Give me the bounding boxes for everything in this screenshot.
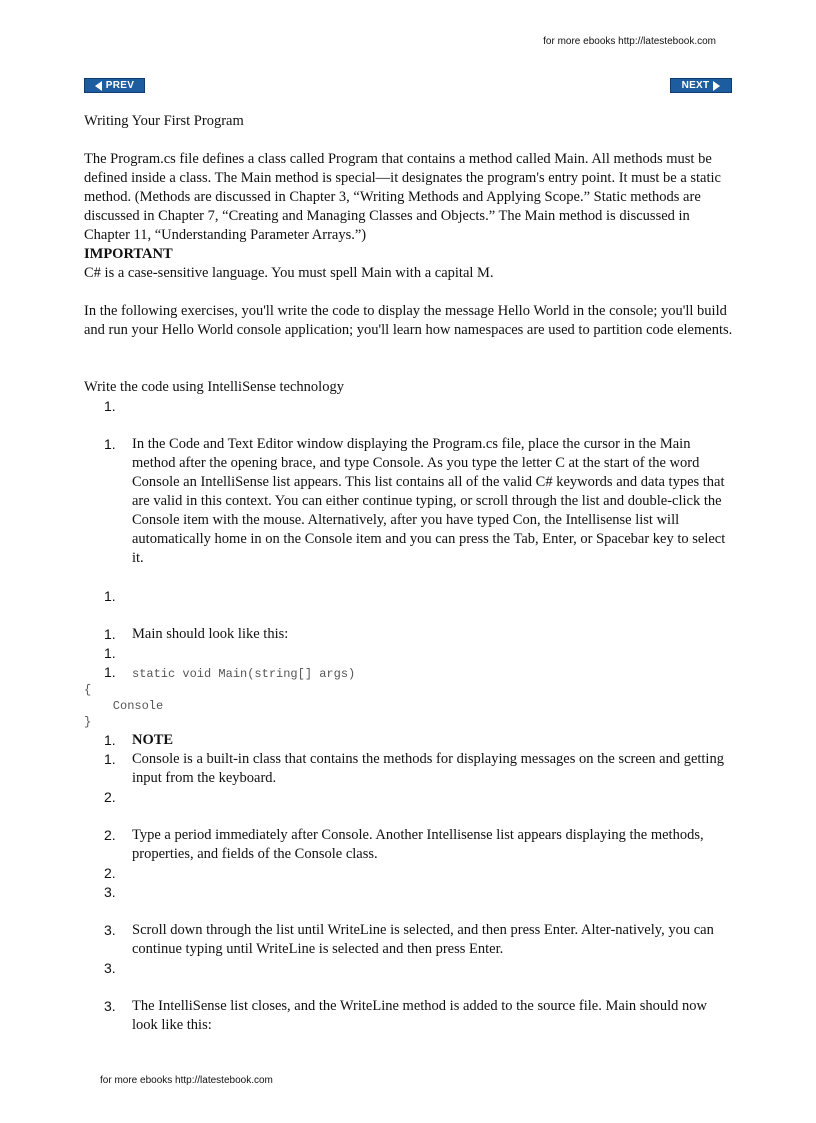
code-line: { [84,683,92,697]
important-heading: IMPORTANT [84,246,173,262]
prev-button[interactable] [84,78,145,93]
step-text: Scroll down through the list until WriteLine is selected, and then press Enter. Alter-natively, you can continue typing until WriteLine is selected and then press Enter. [132,922,714,957]
note-text: Console is a built-in class that contains the methods for displaying messages on the screen and getting input from the keyboard. [132,751,724,786]
next-button[interactable] [670,78,732,93]
next-label: NEXT [681,80,710,91]
procedure-title: Write the code using IntelliSense technology [84,379,344,395]
bottom-ebook-banner: for more ebooks http://latestebook.com [100,1075,273,1086]
step-text: The IntelliSense list closes, and the WriteLine method is added to the source file. Main should now look like this: [132,998,707,1033]
important-text: C# is a case-sensitive language. You must spell Main with a capital M. [84,265,494,281]
prev-label: PREV [105,80,135,91]
intro-paragraph: The Program.cs file defines a class called Program that contains a method called Main. All methods must be defined inside a class. The Main method is special—it designates the program's entry point. It must be a static method. (Methods are discussed in Chapter 3, “Writing Methods and Applying Scope.” Static methods are discussed in Chapter 7, “Creating and Managing Classes and Objects.” The Main method is discussed in Chapter 11, “Understanding Parameter Arrays.”) [84,151,721,243]
code-line: static void Main(string[] args) [132,667,356,681]
step-text: Type a period immediately after Console. Another Intellisense list appears displaying the methods, properties, and fields of the Console class. [132,827,704,862]
page-title: Writing Your First Program [84,113,244,129]
step-text: Main should look like this: [132,626,289,642]
note-heading: NOTE [132,732,174,748]
code-line: Console [84,699,164,713]
arrow-right-icon [713,81,720,91]
step-text: In the Code and Text Editor window displaying the Program.cs file, place the cursor in the Main method after the opening brace, and type Console. As you type the letter C at the start of the word Console an IntelliSense list appears. This list contains all of the valid C# keywords and data types that are valid in this context. You can either continue typing, or scroll through the list and double-click the Console item with the mouse. Alternatively, after you have typed Con, the Intellisense list will automatically home in on the Console item and you can press the Tab, Enter, or Spacebar key to select it. [132,436,726,566]
arrow-left-icon [95,81,102,91]
top-ebook-banner: for more ebooks http://latestebook.com [543,36,716,47]
exercises-intro: In the following exercises, you'll write the code to display the message Hello World in the console; you'll build and run your Hello World console application; you'll learn how namespaces are used to partition code elements. [84,303,733,338]
code-line: } [84,715,92,729]
